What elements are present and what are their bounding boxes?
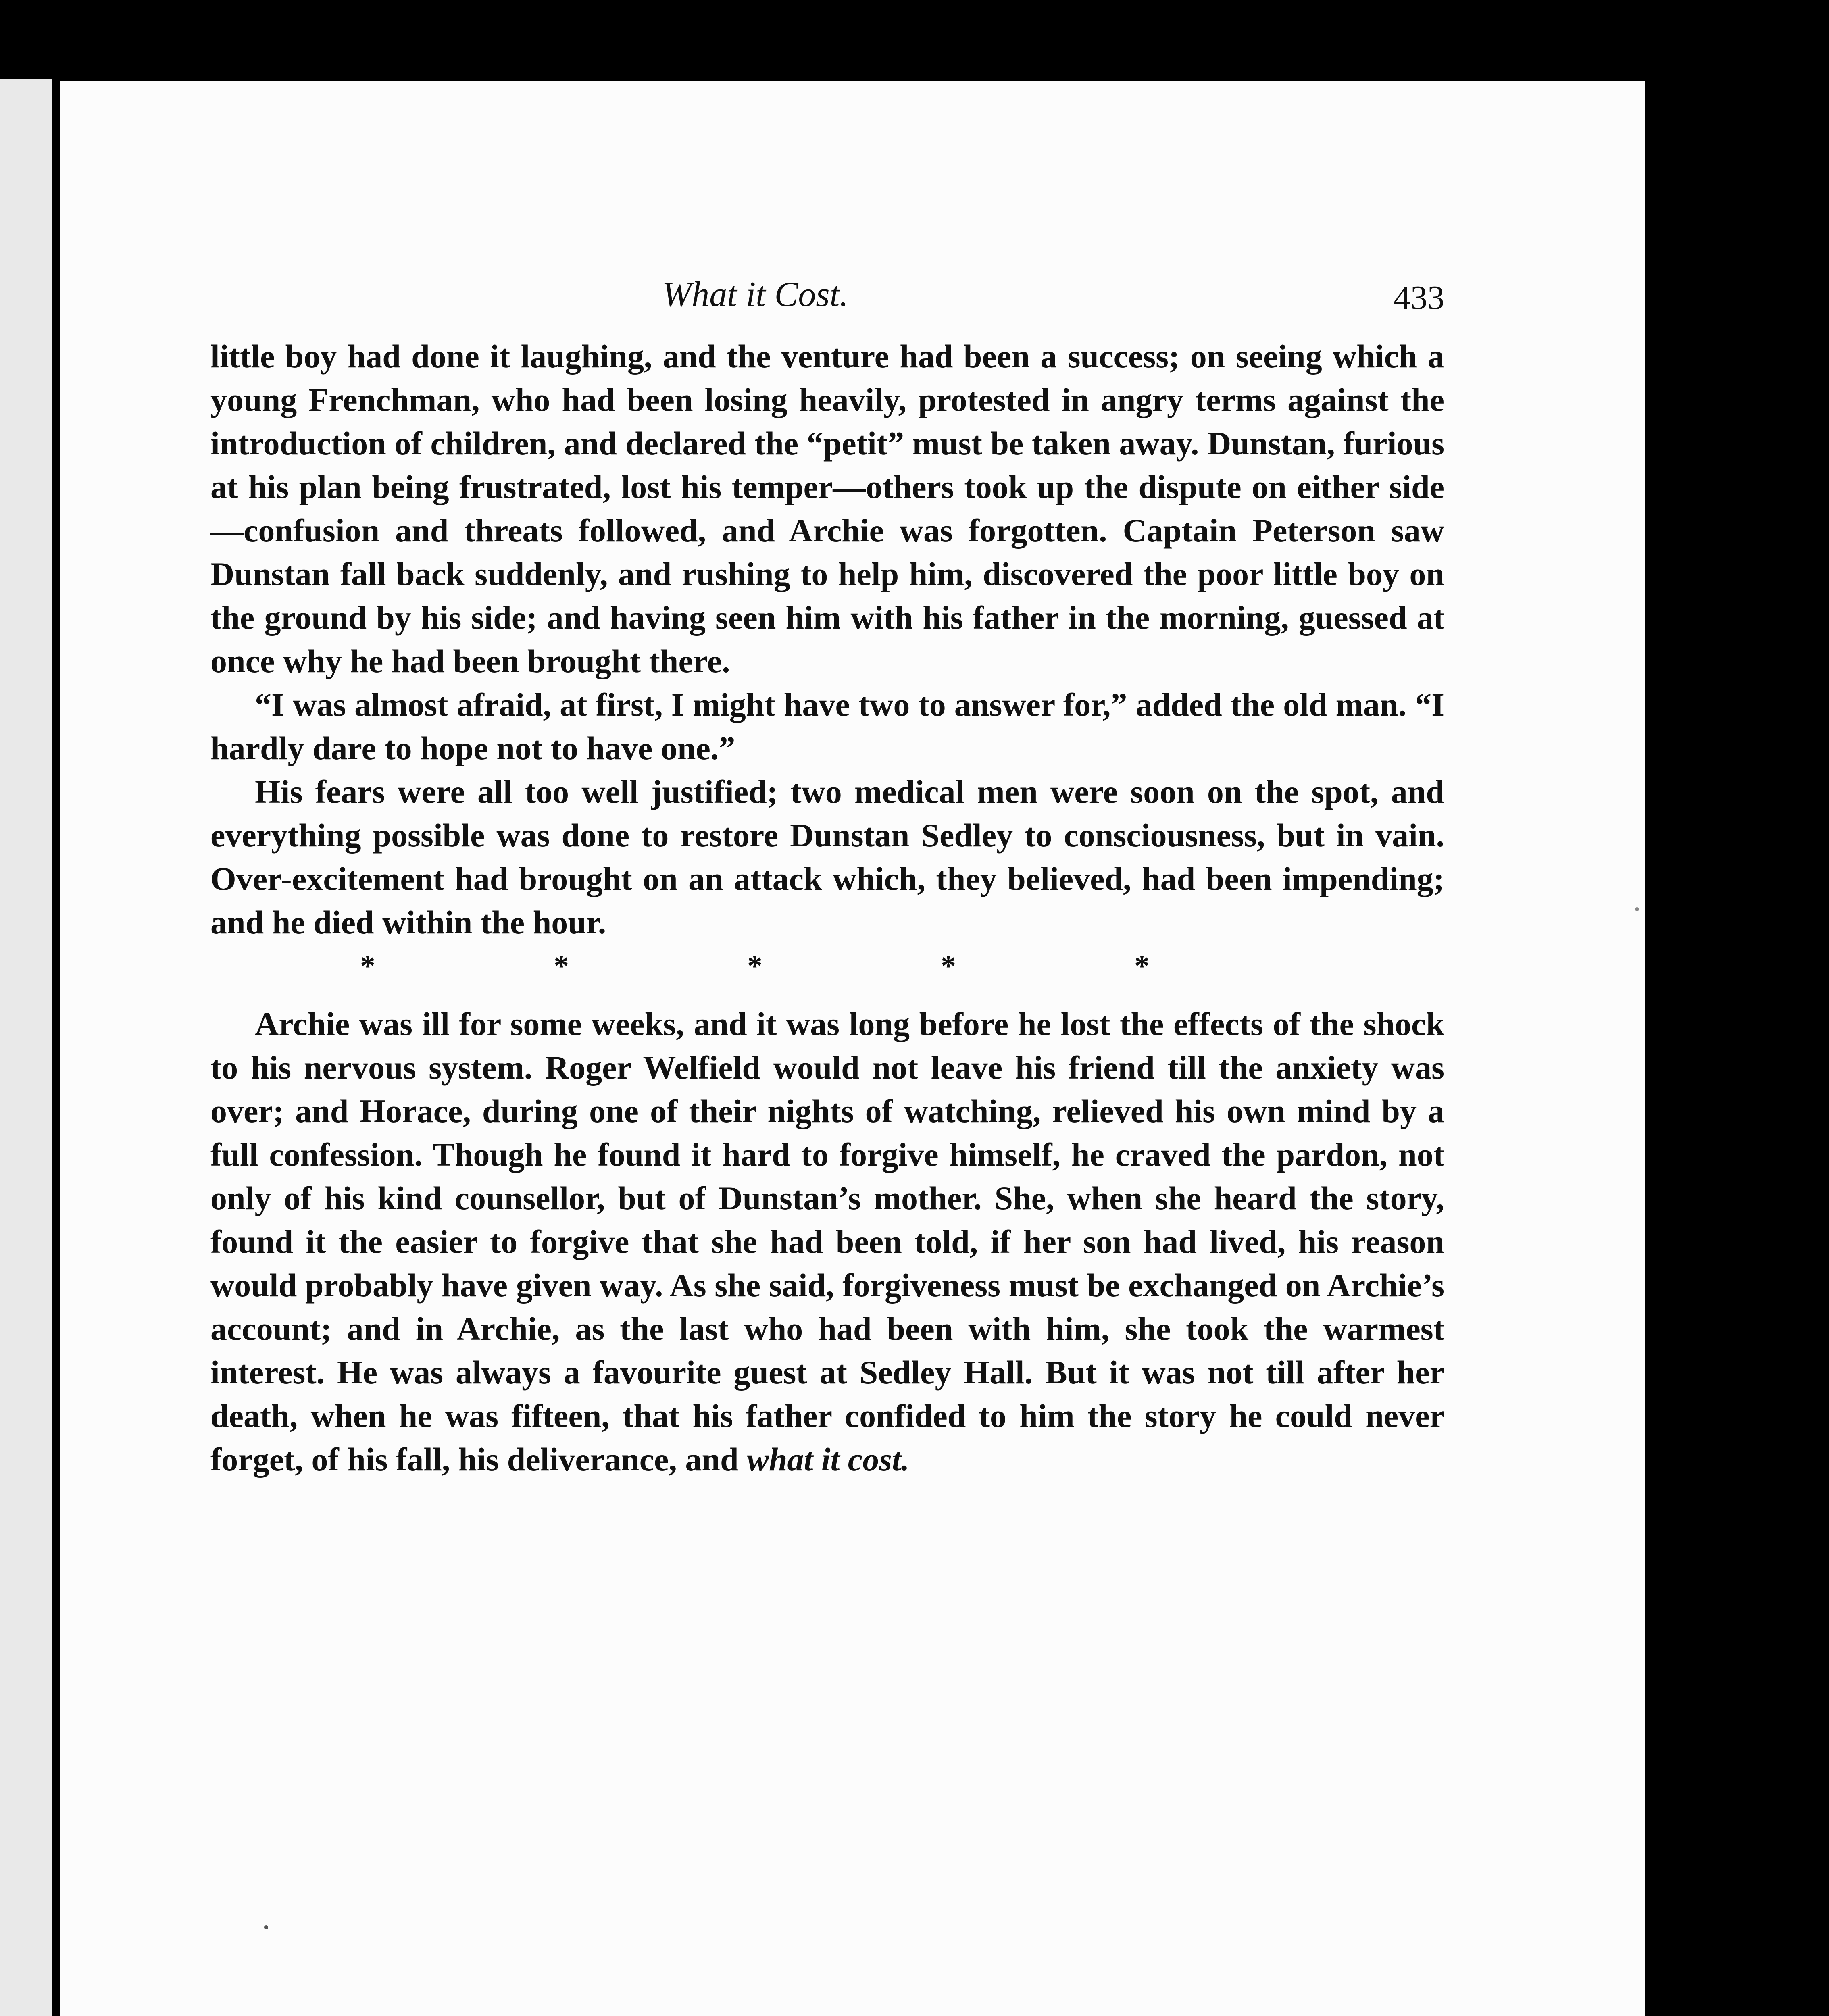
paragraph xyxy=(210,1002,1444,1481)
dust-speck xyxy=(1635,907,1639,911)
paragraph: His fears were all too well justified; two medical men were soon on the spot, and everything possible was done to restore Dunstan Sedley to consciousness, but in vain. Over-excitement had brought on an attack which, they believed, had been impending; and he died within the hour. xyxy=(210,773,1444,941)
section-break-star: * xyxy=(554,949,569,983)
page-content xyxy=(210,270,1444,1481)
paragraph: little boy had done it laughing, and the venture had been a success; on seeing which a young Frenchman, who had been losing heavily, protested in angry terms against the introduction of children, and declared the “petit” must be taken away. Dunstan, furious at his plan being frustrated, lost his temper—others took up the dispute on either side—confusion and threats followed, and Archie was forgotten. Captain Peterson saw Dunstan fall back suddenly, and rushing to help him, discovered the poor little boy on the ground by his side; and having seen him with his father in the morning, guessed at once why he had been brought there. xyxy=(210,338,1444,679)
section-break xyxy=(271,946,1239,986)
section-break-star: * xyxy=(941,949,956,983)
italic-phrase: what it cost. xyxy=(747,1441,910,1478)
section-break-star: * xyxy=(360,949,375,983)
running-header xyxy=(210,270,1444,335)
paragraph-text: Archie was ill for some weeks, and it was long before he lost the effects of the shock to his nervous system. Roger Welfield would not leave his friend till the anxiety was over; and Horace, during one of their nights of watching, relieved his own mind by a full confession. Though he found it hard to forgive himself, he craved the pardon, not only of his kind counsellor, but of Dunstan’s mother. She, when she heard the story, found it the easier to forgive that she had been told, if her son had lived, his reason would probably have given way. As she said, forgiveness must be exchanged on Archie’s account; and in Archie, as the last who had been with him, she took the warmest interest. He was always a favourite guest at Sedley Hall. But it was not till after her death, when he was fifteen, that his father confided to him the story he could never forget, of his fall, his deliverance, and xyxy=(210,1006,1444,1478)
paragraph: “I was almost afraid, at first, I might have two to answer for,” added the old man. “I hardly dare to hope not to have one.” xyxy=(210,686,1444,766)
section-break-star: * xyxy=(747,949,762,983)
dust-speck xyxy=(264,1925,268,1929)
facing-page-edge xyxy=(0,79,52,2016)
running-title: What it Cost. xyxy=(662,275,849,314)
book-page xyxy=(60,81,1645,2016)
section-break-star: * xyxy=(1134,949,1150,983)
body-text xyxy=(210,335,1444,1481)
page-number: 433 xyxy=(1394,279,1444,317)
